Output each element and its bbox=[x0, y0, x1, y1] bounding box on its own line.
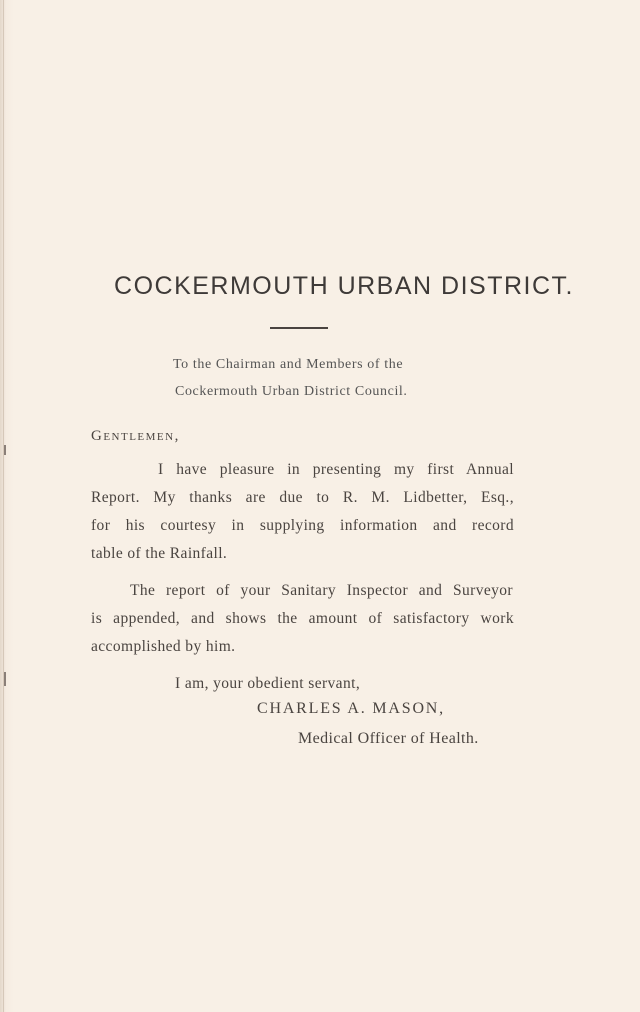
paragraph-2-line: is appended, and shows the amount of satisfactory work bbox=[91, 610, 514, 627]
paragraph-1-line: for his courtesy in supplying information and record bbox=[91, 517, 514, 534]
address-line-1: To the Chairman and Members of the bbox=[173, 357, 404, 372]
document-title bbox=[0, 272, 600, 301]
paragraph-1-line: Report. My thanks are due to R. M. Lidbetter, Esq., bbox=[91, 489, 514, 506]
paragraph-1-line: table of the Rainfall. bbox=[91, 545, 228, 562]
page-edge-shadow bbox=[3, 0, 4, 1012]
paragraph-2-line: accomplished by him. bbox=[91, 638, 236, 655]
paragraph-1-line: I have pleasure in presenting my first Annual bbox=[158, 461, 514, 478]
signature-title: Medical Officer of Health. bbox=[298, 730, 479, 747]
margin-mark bbox=[4, 445, 6, 455]
signature-name: CHARLES A. MASON, bbox=[257, 700, 445, 717]
document-title-text: COCKERMOUTH URBAN DISTRICT. bbox=[114, 272, 574, 300]
paragraph-2-line: The report of your Sanitary Inspector and Surveyor bbox=[130, 582, 513, 599]
closing-line: I am, your obedient servant, bbox=[175, 675, 361, 692]
margin-mark bbox=[4, 672, 6, 686]
salutation: Gentlemen, bbox=[91, 428, 180, 444]
address-line-2: Cockermouth Urban District Council. bbox=[175, 384, 408, 399]
title-divider bbox=[270, 327, 328, 329]
